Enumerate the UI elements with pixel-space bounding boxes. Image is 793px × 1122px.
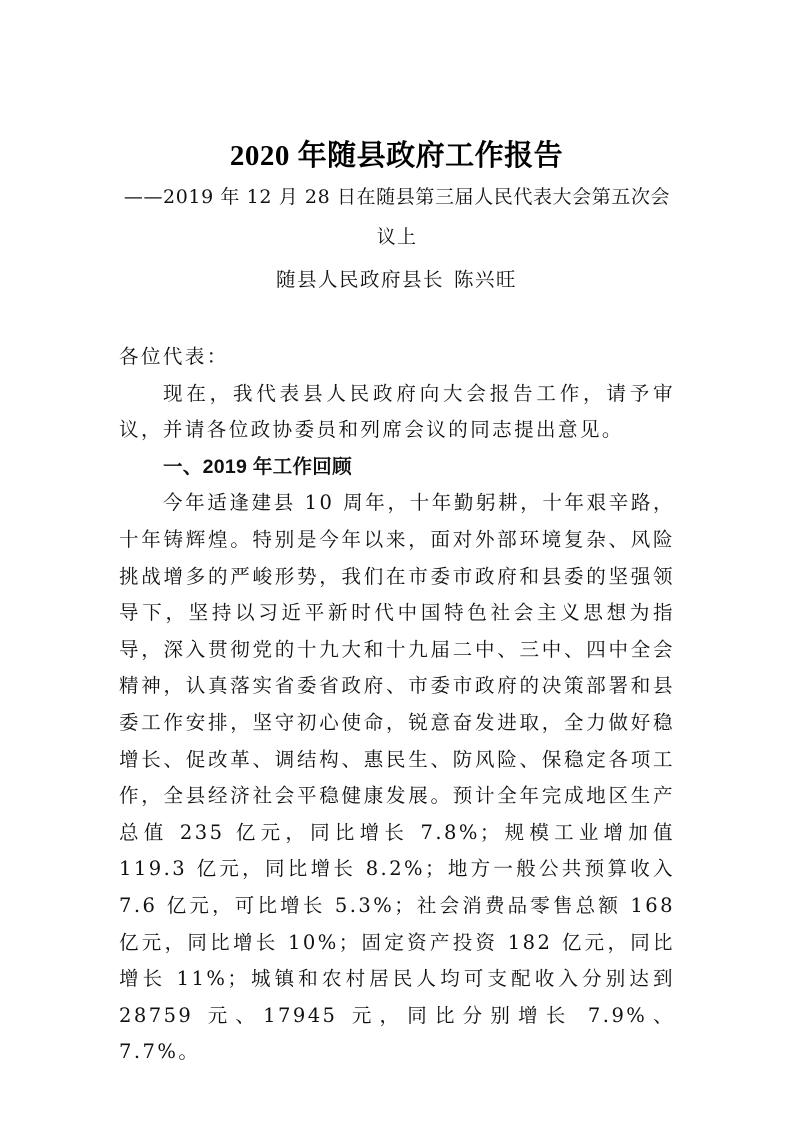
author-org: 随县人民政府县长 xyxy=(275,268,444,291)
subtitle-line-2: 议上 xyxy=(376,226,418,248)
document-subtitle xyxy=(119,178,675,256)
section-heading: 一、2019 年工作回顾 xyxy=(163,455,352,478)
salutation: 各位代表： xyxy=(119,345,229,368)
author-line xyxy=(0,262,793,298)
intro-paragraph: 现在，我代表县人民政府向大会报告工作，请予审议，并请各位政协委员和列席会议的同志提出意见。 xyxy=(119,381,675,442)
document-body xyxy=(119,339,675,1071)
subtitle-line-1: ——2019 年 12 月 28 日在随县第三届人民代表大会第五次会 xyxy=(123,186,671,208)
author-name: 陈兴旺 xyxy=(454,268,518,291)
section-paragraph: 今年适逢建县 10 周年，十年勤躬耕，十年艰辛路，十年铸辉煌。特别是今年以来，面对外部环境复杂、风险挑战增多的严峻形势，我们在市委市政府和县委的坚强领导下，坚持以习近平新时代中国特色社会主义思想为指导，深入贯彻党的十九大和十九届二中、三中、四中全会精神，认真落实省委省政府、市委市政府的决策部署和县委工作安排，坚守初心使命，锐意奋发进取，全力做好稳增长、促改革、调结构、惠民生、防风险、保稳定各项工作，全县经济社会平稳健康发展。预计全年完成地区生产总值 235 亿元，同比增长 7.8%；规模工业增加值 119.3 亿元，同比增长 8.2%；地方一般公共预算收入 7.6 亿元，可比增长 5.3%；社会消费品零售总额 168 亿元，同比增长 10%；固定资产投资 182 亿元，同比增长 11%；城镇和农村居民人均可支配收入分别达到 28759 元、17945 元，同比分别增长 7.9%、7.7%。 xyxy=(119,491,675,1064)
document-title: 2020 年随县政府工作报告 xyxy=(229,140,564,172)
